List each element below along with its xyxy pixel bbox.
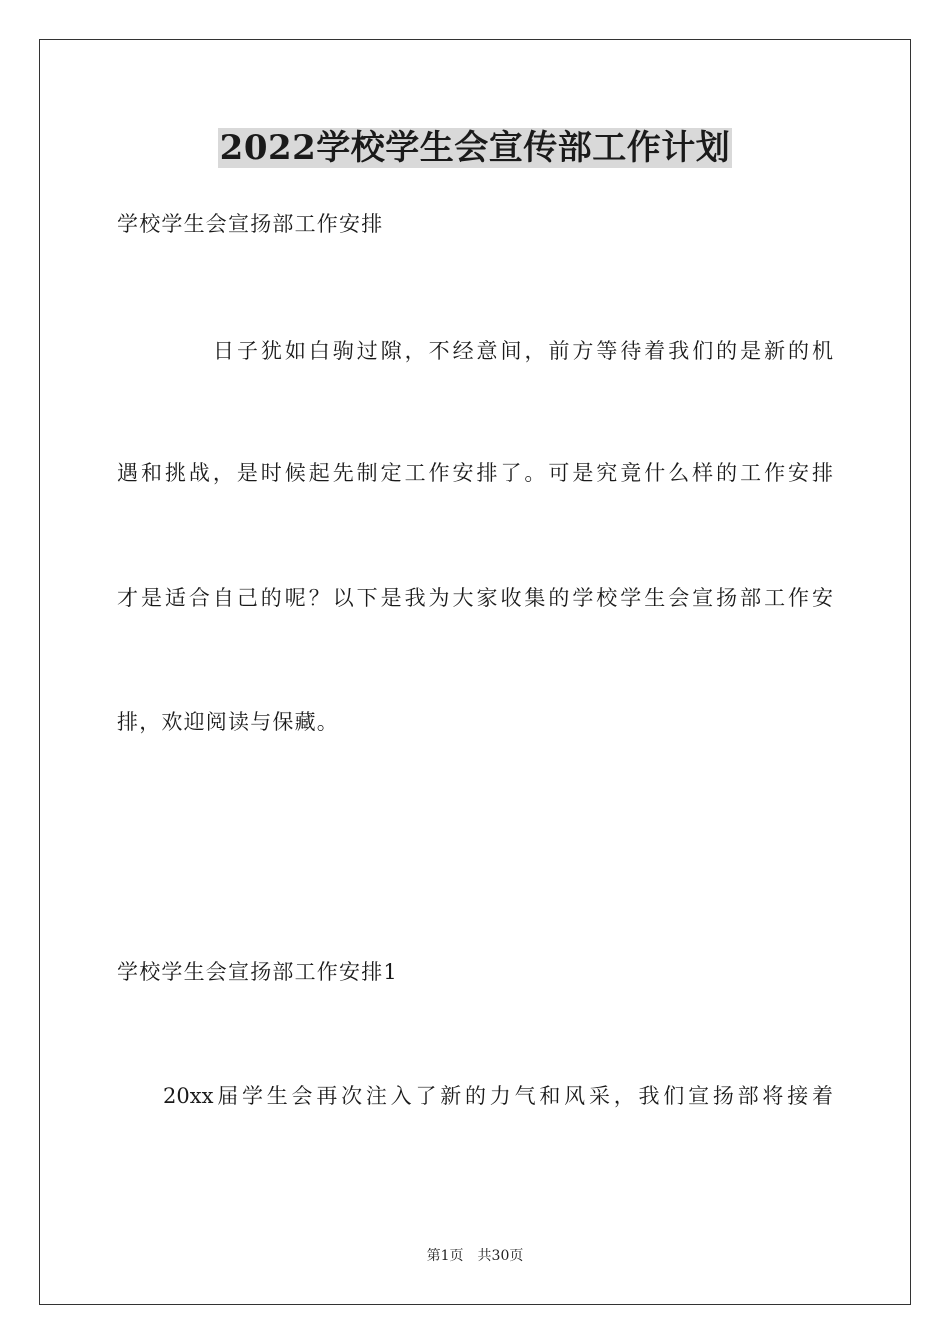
- document-title-text: 2022学校学生会宣传部工作计划: [219, 128, 731, 168]
- paragraph-line: 排，欢迎阅读与保藏。: [117, 710, 339, 734]
- section-heading: 学校学生会宣扬部工作安排: [117, 212, 384, 236]
- paragraph-line: 20xx届学生会再次注入了新的力气和风采，我们宣扬部将接着: [163, 1084, 833, 1108]
- paragraph-line: 遇和挑战，是时候起先制定工作安排了。可是究竟什么样的工作安排: [117, 461, 833, 485]
- page-number-footer: 第1页 共30页: [426, 1248, 524, 1264]
- paragraph-line: 日子犹如白驹过隙，不经意间，前方等待着我们的是新的机: [213, 339, 833, 363]
- section-heading: 学校学生会宣扬部工作安排1: [117, 960, 398, 984]
- document-title: [0, 126, 950, 170]
- paragraph-line: 才是适合自己的呢？以下是我为大家收集的学校学生会宣扬部工作安: [117, 586, 833, 610]
